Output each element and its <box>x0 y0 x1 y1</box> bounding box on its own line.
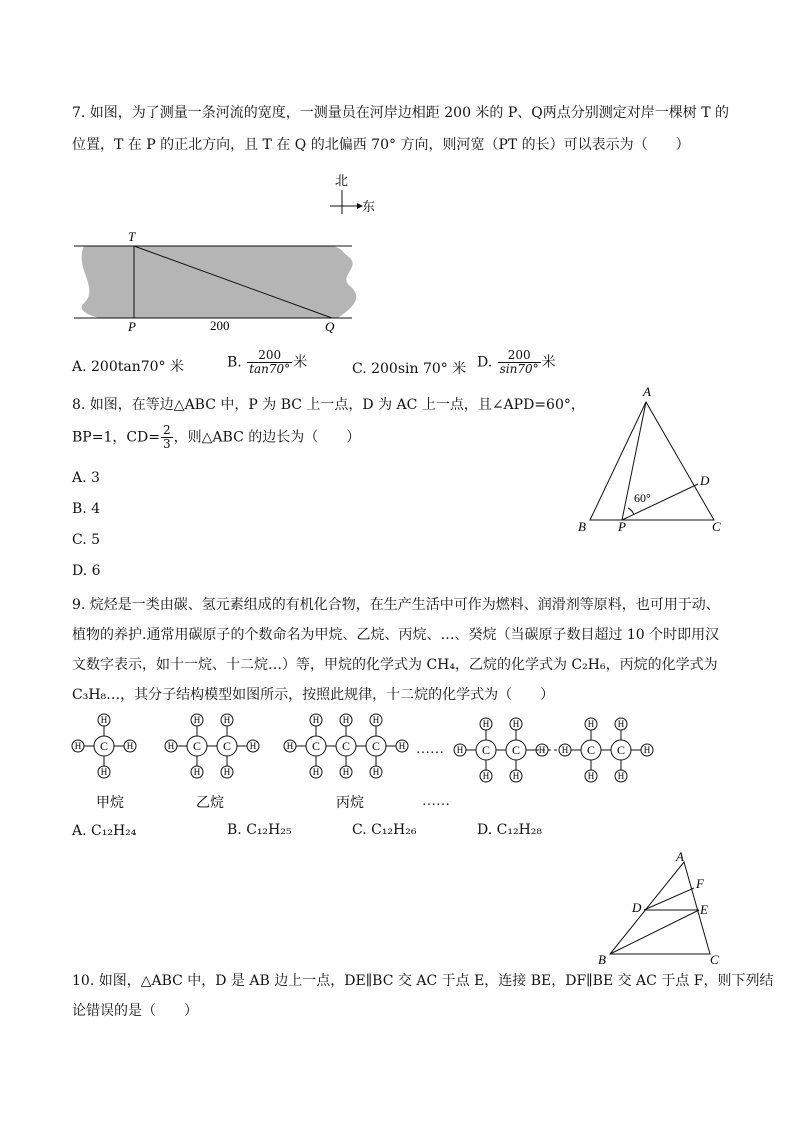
point-A-label: A <box>643 384 651 399</box>
carbon-symbol: C <box>481 743 491 757</box>
hydrogen-symbol: H <box>312 715 320 725</box>
point-F-label: F <box>696 876 704 891</box>
q9-option-a: A. C₁₂H₂₄ <box>72 823 137 839</box>
q8-option-b: B. 4 <box>72 501 101 517</box>
hydrogen-symbol: H <box>482 771 490 781</box>
q7-option-d-numerator: 200 <box>498 349 541 363</box>
point-Q-label: Q <box>325 319 335 334</box>
hydrogen-symbol: H <box>223 767 231 777</box>
triangle-ABC <box>610 862 710 954</box>
q7-option-d-unit: 米 <box>541 354 556 371</box>
methane-label: 甲烷 <box>96 796 124 811</box>
hydrogen-symbol: H <box>342 767 350 777</box>
ellipsis-label: …… <box>422 794 450 809</box>
triangle-def-figure <box>594 848 724 968</box>
hydrogen-symbol: H <box>126 741 134 751</box>
chain-dots-middle: …… <box>416 742 444 757</box>
point-B-label: B <box>578 519 586 534</box>
ethane-label: 乙烷 <box>196 796 224 811</box>
q8-line-2 <box>72 424 360 451</box>
q8-fraction-numerator: 2 <box>163 423 171 437</box>
q7-option-b-numerator: 200 <box>247 349 292 363</box>
q7-line-1: 7. 如图，为了测量一条河流的宽度，一测量员在河岸边相距 200 米的 P、Q两点分别测定对岸一棵树 T 的 <box>72 105 730 121</box>
river-shape <box>82 246 357 318</box>
distance-label: 200 <box>210 318 230 333</box>
q9-option-c: C. C₁₂H₂₆ <box>352 822 417 838</box>
q7-option-b <box>227 349 307 376</box>
hydrogen-symbol: H <box>587 771 595 781</box>
hydrogen-symbol: H <box>561 745 569 755</box>
point-P-label: P <box>128 319 136 334</box>
q8-option-a: A. 3 <box>72 470 100 486</box>
point-D-label: D <box>632 900 642 915</box>
q7-option-b-unit: 米 <box>293 354 308 371</box>
hydrogen-symbol: H <box>512 719 520 729</box>
q8-fraction-denominator: 3 <box>163 437 171 451</box>
hydrogen-symbol: H <box>587 719 595 729</box>
segment-DF <box>644 888 694 910</box>
hydrogen-symbol: H <box>643 745 651 755</box>
carbon-symbol: C <box>222 739 232 753</box>
hydrogen-symbol: H <box>617 771 625 781</box>
q9-line-3: 文数字表示，如十一烷、十二烷…）等，甲烷的化学式为 CH₄，乙烷的化学式为 C₂H₆，丙烷的化学式为 <box>72 657 718 673</box>
point-D-label: D <box>700 473 710 488</box>
hydrogen-symbol: H <box>342 715 350 725</box>
hydrogen-symbol: H <box>249 741 257 751</box>
q7-option-d-fraction <box>498 349 541 376</box>
carbon-symbol: C <box>511 743 521 757</box>
point-C-label: C <box>712 519 721 534</box>
hydrogen-symbol: H <box>617 719 625 729</box>
hydrogen-symbol: H <box>372 767 380 777</box>
carbon-symbol: C <box>616 743 626 757</box>
q9-option-b: B. C₁₂H₂₅ <box>227 822 292 838</box>
carbon-symbol: C <box>586 743 596 757</box>
q7-option-c: C. 200sin 70° 米 <box>352 361 467 377</box>
hydrogen-symbol: H <box>286 741 294 751</box>
carbon-symbol: C <box>371 739 381 753</box>
q8-line-1: 8. 如图，在等边△ABC 中，P 为 BC 上一点，D 为 AC 上一点，且∠APD=60°， <box>72 397 585 413</box>
q7-option-d-denominator: sin70° <box>499 362 539 376</box>
hydrogen-symbol: H <box>100 767 108 777</box>
q10-line-1: 10. 如图，△ABC 中，D 是 AB 边上一点，DE∥BC 交 AC 于点 E，连接 BE，DF∥BE 交 AC 于点 F，则下列结 <box>72 973 774 989</box>
q7-option-d-label: D. <box>477 354 493 371</box>
triangle-ABC <box>590 402 714 520</box>
q7-option-d <box>477 349 556 376</box>
hydrogen-symbol: H <box>74 741 82 751</box>
point-B-label: B <box>598 952 606 967</box>
hydrogen-symbol: H <box>193 715 201 725</box>
q7-option-a: A. 200tan70° 米 <box>72 359 184 375</box>
carbon-symbol: C <box>311 739 321 753</box>
q8-line-2-suffix: ，则△ABC 的边长为（ ） <box>173 429 361 446</box>
hydrogen-symbol: H <box>456 745 464 755</box>
point-A-label: A <box>676 849 684 864</box>
carbon-symbol: C <box>192 739 202 753</box>
propane-label: 丙烷 <box>336 796 364 811</box>
q9-option-d: D. C₁₂H₂₈ <box>477 822 542 838</box>
q7-option-b-fraction <box>247 349 292 376</box>
q8-option-c: C. 5 <box>72 532 101 548</box>
triangle-apd-figure <box>572 384 732 538</box>
q8-option-d: D. 6 <box>72 563 101 579</box>
point-T-label: T <box>128 229 136 244</box>
molecule-models <box>72 714 653 782</box>
q8-fraction <box>161 424 173 451</box>
angle-arc <box>628 508 634 515</box>
compass-north-label: 北 <box>335 173 349 188</box>
q10-line-2: 论错误的是（ ） <box>72 1003 198 1019</box>
hydrogen-symbol: H <box>100 715 108 725</box>
q9-line-2: 植物的养护.通常用碳原子的个数命名为甲烷、乙烷、丙烷、…、癸烷（当碳原子数目超过 10 个时即用汉 <box>72 627 720 643</box>
hydrogen-symbol: H <box>312 767 320 777</box>
hydrogen-symbol: H <box>398 741 406 751</box>
hydrogen-symbol: H <box>372 715 380 725</box>
compass-east-label: 东 <box>362 199 376 214</box>
q9-line-1: 9. 烷烃是一类由碳、氢元素组成的有机化合物，在生产生活中可作为燃料、润滑剂等原料，也可用于动、 <box>72 597 720 613</box>
carbon-symbol: C <box>99 739 109 753</box>
hydrogen-symbol: H <box>512 771 520 781</box>
carbon-symbol: C <box>341 739 351 753</box>
point-C-label: C <box>710 952 719 967</box>
q7-option-b-denominator: tan70° <box>249 362 291 376</box>
angle-label: 60° <box>634 491 651 505</box>
q8-line-2-prefix: BP=1，CD= <box>72 429 161 446</box>
hydrogen-symbol: H <box>223 715 231 725</box>
q7-option-b-label: B. <box>227 354 242 371</box>
point-P-label: P <box>618 519 626 534</box>
point-E-label: E <box>700 902 708 917</box>
hydrogen-symbol: H <box>538 745 546 755</box>
q9-line-4: C₃H₈…，其分子结构模型如图所示，按照此规律，十二烷的化学式为（ ） <box>72 687 555 703</box>
hydrogen-symbol: H <box>482 719 490 729</box>
segment-BE <box>610 910 699 954</box>
alkane-molecules-figure <box>66 708 666 814</box>
hydrogen-symbol: H <box>193 767 201 777</box>
river-figure <box>70 168 376 338</box>
hydrogen-symbol: H <box>167 741 175 751</box>
q7-line-2: 位置，T 在 P 的正北方向，且 T 在 Q 的北偏西 70° 方向，则河宽（PT 的长）可以表示为（ ） <box>72 137 690 153</box>
